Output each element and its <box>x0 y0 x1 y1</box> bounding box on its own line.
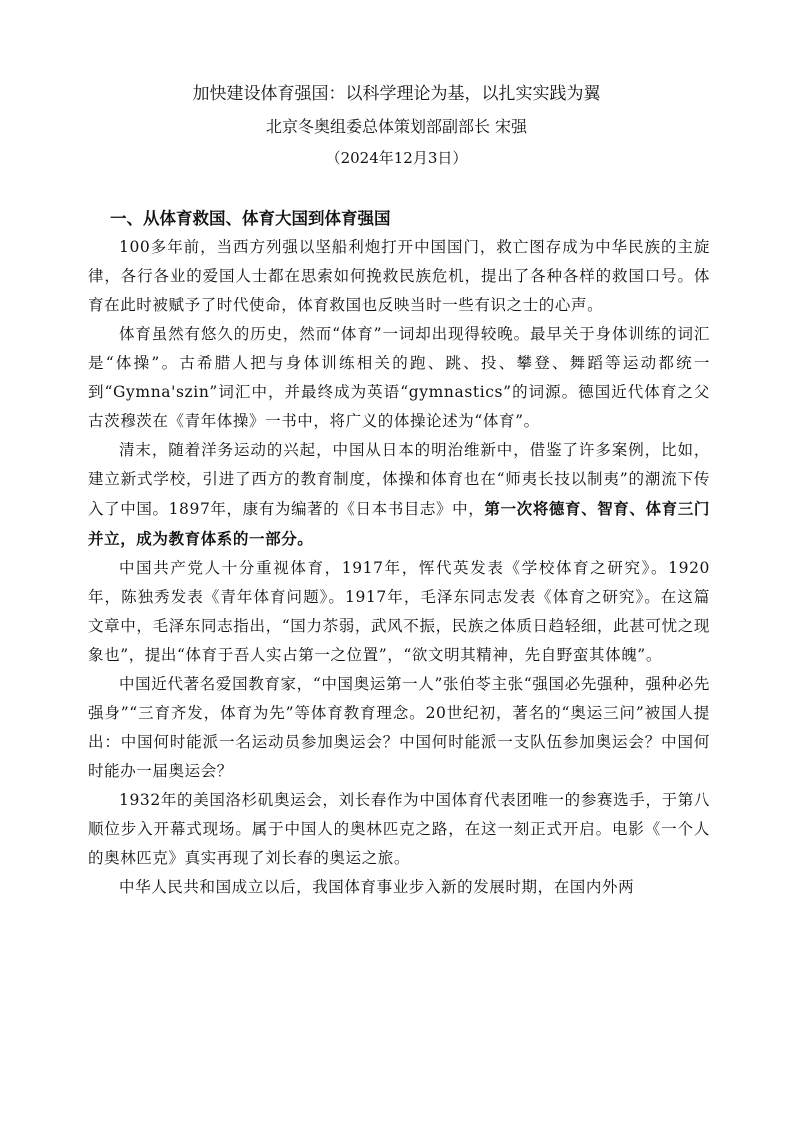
paragraph: 1932年的美国洛杉矶奥运会，刘长春作为中国体育代表团唯一的参赛选手，于第八顺位步入开幕式现场。属于中国人的奥林匹克之路，在这一刻正式开启。电影《一个人的奥林匹克》真实再现了刘长春的奥运之旅。 <box>88 791 710 867</box>
section-heading: 一、从体育救国、体育大国到体育强国 <box>110 209 391 228</box>
document-title: 加快建设体育强国：以科学理论为基，以扎实实践为翼 <box>192 84 601 104</box>
paragraph-text: 清末，随着洋务运动的兴起，中国从日本的明治维新中，借鉴了许多案例，比如，建立新式学校，引进了西方的教育制度，体操和体育也在“师夷长技以制夷”的潮流下传入了中国。1897年，康有为编著的《日本书目志》中， <box>88 441 710 518</box>
document-body <box>88 204 710 902</box>
paragraph: 体育虽然有悠久的历史，然而“体育”一词却出现得较晚。最早关于身体训练的词汇是“体操”。古希腊人把与身体训练相关的跑、跳、投、攀登、舞蹈等运动都统一到“Gymna'szin”词汇中，并最终成为英语“gymnastics”的词源。德国近代体育之父古茨穆茨在《青年体操》一书中，将广义的体操论述为“体育”。 <box>88 325 710 430</box>
emphasized-text: 第一次将德育、智育、体育三门并立，成为教育体系的一部分。 <box>88 499 710 548</box>
author-line: 北京冬奥组委总体策划部副部长 宋强 <box>265 117 528 136</box>
paragraph: 中国共产党人十分重视体育，1917年，恽代英发表《学校体育之研究》。1920年，陈独秀发表《青年体育问题》。1917年，毛泽东同志发表《体育之研究》。在这篇文章中，毛泽东同志指出，“国力苶弱，武风不振，民族之体质日趋轻细，此甚可忧之现象也”，提出“体育于吾人实占第一之位置”，“欲文明其精神，先自野蛮其体魄”。 <box>88 559 710 664</box>
paragraph <box>88 436 710 554</box>
paragraph: 中华人民共和国成立以后，我国体育事业步入新的发展时期，在国内外两 <box>119 878 635 896</box>
paragraph: 100多年前，当西方列强以坚船利炮打开中国国门，救亡图存成为中华民族的主旋律，各行各业的爱国人士都在思索如何挽救民族危机，提出了各种各样的救国口号。体育在此时被赋予了时代使命，体育救国也反映当时一些有识之士的心声。 <box>88 238 710 314</box>
date-line: （2024年12月3日） <box>325 149 468 167</box>
paragraph: 中国近代著名爱国教育家，“中国奥运第一人”张伯苓主张“强国必先强种，强种必先强身”“三育齐发，体育为先”等体育教育理念。20世纪初，著名的“奥运三问”被国人提出：中国何时能派一名运动员参加奥运会？中国何时能派一支队伍参加奥运会？中国何时能办一届奥运会？ <box>88 675 710 780</box>
